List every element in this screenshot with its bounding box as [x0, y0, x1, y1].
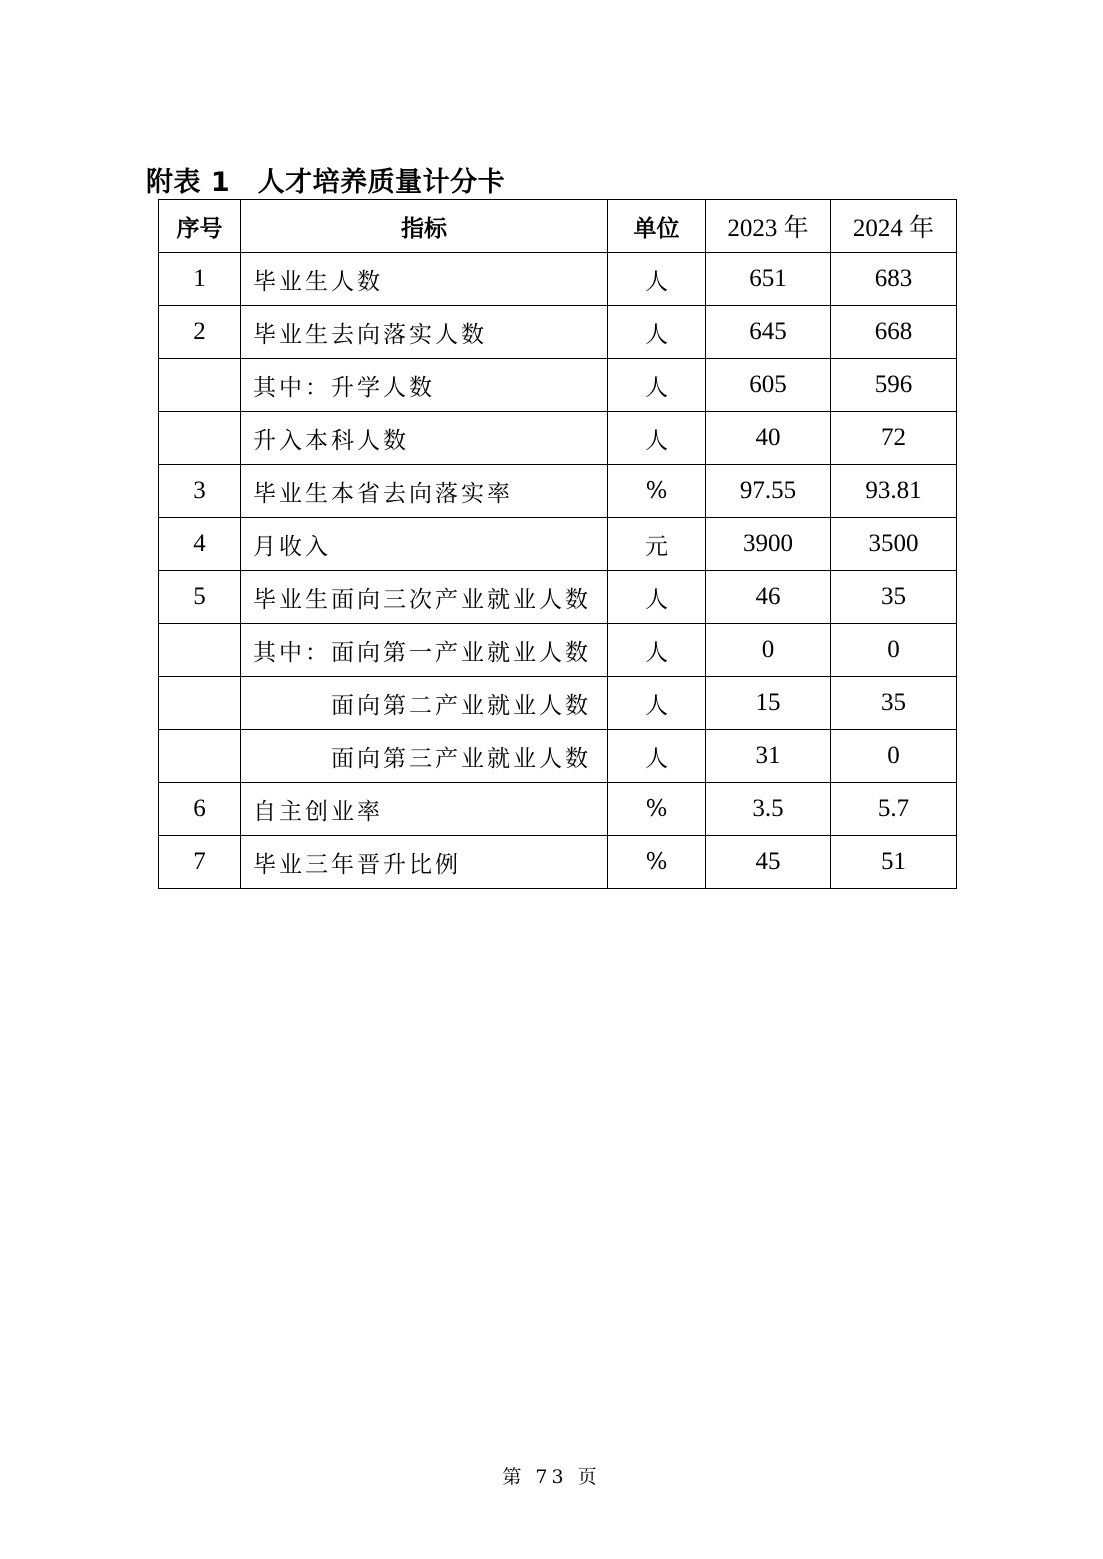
cell-value-2023: 46 — [706, 571, 831, 624]
cell-seq — [159, 624, 241, 677]
cell-value-2023: 31 — [706, 730, 831, 783]
cell-indicator: 毕业生去向落实人数 — [241, 306, 608, 359]
cell-indicator: 月收入 — [241, 518, 608, 571]
cell-value-2024: 0 — [831, 624, 957, 677]
cell-unit: % — [608, 465, 706, 518]
header-year-2024: 2024 年 — [831, 200, 957, 253]
page-number: 第 73 页 — [502, 1466, 601, 1488]
cell-value-2024: 683 — [831, 253, 957, 306]
cell-indicator: 毕业生人数 — [241, 253, 608, 306]
cell-unit: 人 — [608, 412, 706, 465]
cell-seq: 6 — [159, 783, 241, 836]
cell-seq: 3 — [159, 465, 241, 518]
cell-value-2023: 3900 — [706, 518, 831, 571]
cell-unit: 人 — [608, 359, 706, 412]
table-row — [159, 677, 957, 730]
cell-value-2023: 651 — [706, 253, 831, 306]
cell-value-2023: 0 — [706, 624, 831, 677]
header-unit: 单位 — [608, 200, 706, 253]
cell-seq: 1 — [159, 253, 241, 306]
cell-value-2024: 72 — [831, 412, 957, 465]
cell-seq — [159, 677, 241, 730]
cell-unit: % — [608, 836, 706, 889]
talent-quality-scorecard-table — [158, 199, 957, 889]
cell-value-2024: 5.7 — [831, 783, 957, 836]
cell-unit: 人 — [608, 677, 706, 730]
table-row — [159, 412, 957, 465]
table-row — [159, 253, 957, 306]
cell-indicator: 面向第三产业就业人数 — [241, 730, 608, 783]
cell-unit: 人 — [608, 253, 706, 306]
cell-seq — [159, 730, 241, 783]
cell-indicator: 毕业三年晋升比例 — [241, 836, 608, 889]
cell-indicator: 毕业生本省去向落实率 — [241, 465, 608, 518]
cell-value-2024: 0 — [831, 730, 957, 783]
cell-unit: 元 — [608, 518, 706, 571]
table-row — [159, 465, 957, 518]
cell-value-2024: 35 — [831, 677, 957, 730]
cell-value-2023: 45 — [706, 836, 831, 889]
table-row — [159, 306, 957, 359]
table-row — [159, 624, 957, 677]
table-header-row — [159, 200, 957, 253]
cell-value-2023: 3.5 — [706, 783, 831, 836]
table-row — [159, 359, 957, 412]
cell-unit: % — [608, 783, 706, 836]
cell-indicator: 其中：升学人数 — [241, 359, 608, 412]
cell-value-2023: 40 — [706, 412, 831, 465]
cell-value-2024: 93.81 — [831, 465, 957, 518]
cell-value-2024: 596 — [831, 359, 957, 412]
cell-unit: 人 — [608, 730, 706, 783]
table-title: 附表 1 人才培养质量计分卡 — [146, 167, 506, 198]
header-seq: 序号 — [159, 200, 241, 253]
cell-value-2024: 668 — [831, 306, 957, 359]
table-row — [159, 730, 957, 783]
cell-indicator: 其中：面向第一产业就业人数 — [241, 624, 608, 677]
cell-seq — [159, 359, 241, 412]
cell-value-2024: 35 — [831, 571, 957, 624]
cell-value-2024: 51 — [831, 836, 957, 889]
table-row — [159, 571, 957, 624]
cell-indicator: 升入本科人数 — [241, 412, 608, 465]
cell-value-2023: 605 — [706, 359, 831, 412]
table-row — [159, 518, 957, 571]
cell-unit: 人 — [608, 624, 706, 677]
cell-indicator: 面向第二产业就业人数 — [241, 677, 608, 730]
cell-indicator: 毕业生面向三次产业就业人数 — [241, 571, 608, 624]
cell-seq — [159, 412, 241, 465]
header-indicator: 指标 — [241, 200, 608, 253]
cell-indicator: 自主创业率 — [241, 783, 608, 836]
cell-seq: 7 — [159, 836, 241, 889]
table-row — [159, 836, 957, 889]
table-row — [159, 783, 957, 836]
cell-unit: 人 — [608, 306, 706, 359]
cell-seq: 5 — [159, 571, 241, 624]
cell-unit: 人 — [608, 571, 706, 624]
header-year-2023: 2023 年 — [706, 200, 831, 253]
cell-seq: 2 — [159, 306, 241, 359]
cell-value-2023: 15 — [706, 677, 831, 730]
cell-value-2023: 97.55 — [706, 465, 831, 518]
cell-value-2023: 645 — [706, 306, 831, 359]
cell-seq: 4 — [159, 518, 241, 571]
cell-value-2024: 3500 — [831, 518, 957, 571]
